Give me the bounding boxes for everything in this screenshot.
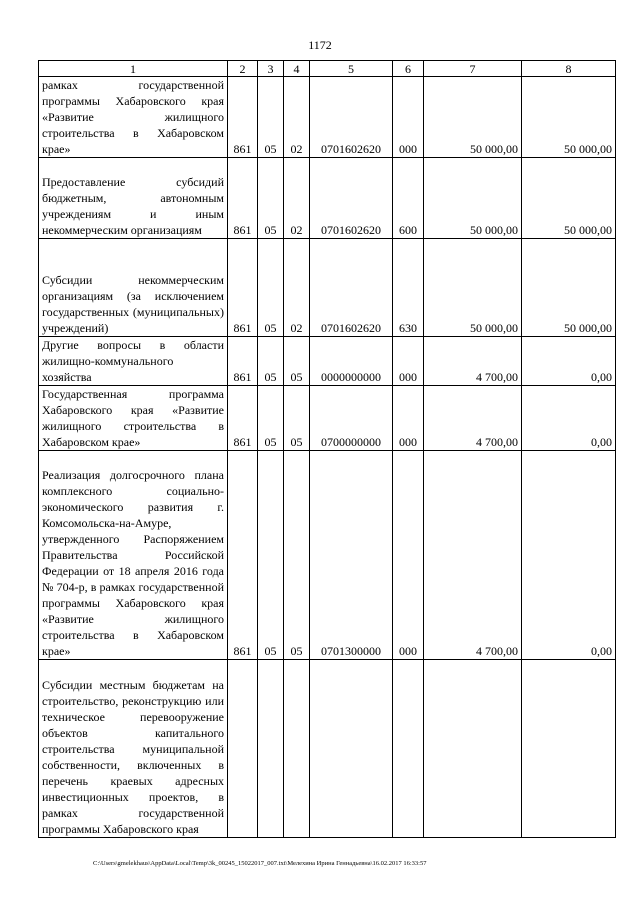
target-article-code: 0701602620 xyxy=(310,77,393,158)
column-header: 1 xyxy=(39,61,228,77)
amount-year-2: 50 000,00 xyxy=(522,77,616,158)
row-description: Субсидии местным бюджетам на строительство, реконструкцию или техническое перевооружение объектов капитального строительства муниципальной собственности, включенных в перечень краевых адресных инвестиционных проектов, в рамках государственной программы Хабаровского края xyxy=(39,660,228,838)
admin-code: 861 xyxy=(228,451,258,660)
amount-year-1: 4 700,00 xyxy=(424,386,522,451)
table-row xyxy=(39,77,616,158)
admin-code: 861 xyxy=(228,337,258,386)
target-article-code xyxy=(310,660,393,838)
amount-year-1: 50 000,00 xyxy=(424,77,522,158)
expense-type-code: 600 xyxy=(393,158,424,239)
section-code xyxy=(258,660,284,838)
table-row xyxy=(39,386,616,451)
admin-code: 861 xyxy=(228,77,258,158)
section-code: 05 xyxy=(258,451,284,660)
table-header-row xyxy=(39,61,616,77)
amount-year-2: 0,00 xyxy=(522,451,616,660)
expense-type-code: 000 xyxy=(393,337,424,386)
section-code: 05 xyxy=(258,386,284,451)
admin-code: 861 xyxy=(228,386,258,451)
subsection-code: 05 xyxy=(284,337,310,386)
budget-table xyxy=(38,60,616,838)
amount-year-2: 0,00 xyxy=(522,337,616,386)
column-header: 7 xyxy=(424,61,522,77)
column-header: 6 xyxy=(393,61,424,77)
section-code: 05 xyxy=(258,158,284,239)
column-header: 8 xyxy=(522,61,616,77)
table-row xyxy=(39,451,616,660)
section-code: 05 xyxy=(258,337,284,386)
target-article-code: 0000000000 xyxy=(310,337,393,386)
expense-type-code: 000 xyxy=(393,386,424,451)
admin-code: 861 xyxy=(228,158,258,239)
amount-year-1: 50 000,00 xyxy=(424,239,522,337)
expense-type-code xyxy=(393,660,424,838)
row-description: Предоставление субсидий бюджетным, автономным учреждениям и иным некоммерческим организациям xyxy=(39,158,228,239)
amount-year-1: 50 000,00 xyxy=(424,158,522,239)
row-description: Другие вопросы в области жилищно-коммунального хозяйства xyxy=(39,337,228,386)
amount-year-2 xyxy=(522,660,616,838)
expense-type-code: 000 xyxy=(393,77,424,158)
target-article-code: 0701602620 xyxy=(310,158,393,239)
subsection-code xyxy=(284,660,310,838)
subsection-code: 02 xyxy=(284,239,310,337)
subsection-code: 02 xyxy=(284,158,310,239)
table-row xyxy=(39,337,616,386)
subsection-code: 02 xyxy=(284,77,310,158)
section-code: 05 xyxy=(258,77,284,158)
admin-code xyxy=(228,660,258,838)
table-row xyxy=(39,660,616,838)
amount-year-2: 0,00 xyxy=(522,386,616,451)
row-description: Субсидии некоммерческим организациям (за исключением государственных (муниципальных) учреждений) xyxy=(39,239,228,337)
amount-year-2: 50 000,00 xyxy=(522,158,616,239)
row-description: Государственная программа Хабаровского края «Развитие жилищного строительства в Хабаровском крае» xyxy=(39,386,228,451)
document-footer-path: C:\Users\gmelekhaus\AppData\Local\Temp\3k_00245_15022017_007.txt\Мелехина Ирина Геннадьевна\16.02.2017 16:33:57 xyxy=(93,860,427,867)
column-header: 4 xyxy=(284,61,310,77)
amount-year-1: 4 700,00 xyxy=(424,451,522,660)
column-header: 5 xyxy=(310,61,393,77)
column-header: 2 xyxy=(228,61,258,77)
row-description: Реализация долгосрочного плана комплексного социально-экономического развития г. Комсомольска-на-Амуре, утвержденного Распоряжением Правительства Российской Федерации от 18 апреля 2016 года № 704-р, в рамках государственной программы Хабаровского края «Развитие жилищного строительства в Хабаровском крае» xyxy=(39,451,228,660)
section-code: 05 xyxy=(258,239,284,337)
amount-year-1 xyxy=(424,660,522,838)
target-article-code: 0701300000 xyxy=(310,451,393,660)
table-row xyxy=(39,158,616,239)
target-article-code: 0700000000 xyxy=(310,386,393,451)
amount-year-2: 50 000,00 xyxy=(522,239,616,337)
subsection-code: 05 xyxy=(284,386,310,451)
table-row xyxy=(39,239,616,337)
amount-year-1: 4 700,00 xyxy=(424,337,522,386)
page-number: 1172 xyxy=(308,38,332,52)
admin-code: 861 xyxy=(228,239,258,337)
column-header: 3 xyxy=(258,61,284,77)
row-description: рамках государственной программы Хабаровского края «Развитие жилищного строительства в Хабаровском крае» xyxy=(39,77,228,158)
expense-type-code: 000 xyxy=(393,451,424,660)
subsection-code: 05 xyxy=(284,451,310,660)
target-article-code: 0701602620 xyxy=(310,239,393,337)
expense-type-code: 630 xyxy=(393,239,424,337)
